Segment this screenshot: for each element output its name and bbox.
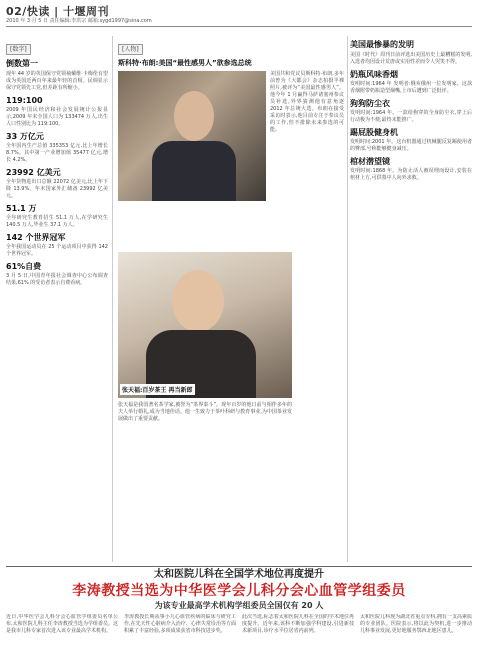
- item-text: 发明时间:1964 年。一款给狗穿的全身防尘衣,穿上后行动极为不便,最终未能推广。: [350, 110, 472, 123]
- stat-text: 全年国内生产总值 335353 亿元,比上年增长 8.7%。其中第一产业增加值 35477 亿元,增长 4.2%。: [6, 143, 108, 163]
- section-tag: [人物]: [118, 44, 143, 55]
- lead-story-body: [6, 614, 472, 666]
- article-headline: 斯科特·布朗:美国“最性感男人”欲参选总统: [118, 59, 252, 67]
- section-tag: [数字]: [6, 44, 31, 55]
- portrait-photo-zhang: [118, 252, 292, 398]
- masthead-rule: [6, 26, 472, 27]
- people-column: [118, 36, 344, 71]
- stat-text: 2009 年国民经济和社会发展统计公报显示,2009 年末全国人口为 133474 万人,出生人口性别比为 119:100。: [6, 107, 108, 127]
- stat-value: 33 万亿元: [6, 132, 44, 141]
- item-text: 发明时间:1964 年 发明者:俄亥俄州一位发明家。这款香烟附带奶瓶造型烟嘴,上市后遭到广泛批评。: [350, 81, 472, 94]
- story-column: 近日,中华医学会儿科分会心血管学组委员名单公布,太和医院儿科主任李涛教授当选为学组委员。这是我市儿科专家首次进入该专业最高学术机构。: [6, 614, 118, 634]
- stat-text: 全年我国运动员在 25 个运动项目中获得 142 个世界冠军。: [6, 244, 108, 257]
- lead-story-header: [6, 568, 472, 612]
- stat-text: 全年货物进出口总额 22072 亿美元,比上年下降 13.9%。年末国家外汇储备 23992 亿美元。: [6, 179, 108, 199]
- masthead: [6, 2, 472, 30]
- item-text: 发明时间:1868 年。为防止活人被误埋而设计,安装在棺材上方,可供墓中人向外求救。: [350, 168, 472, 181]
- item-title: 狗狗防尘衣: [350, 99, 390, 108]
- article-text-brown: 美国共和党议员斯科特·布朗,多年前曾为《大都会》杂志拍摄半裸照片,被评为“美国最性感男人”。他今年 1 月赢得马萨诸塞州参议员补选,外界猜测他有意角逐 2012 年总统大选。布朗在接受采访时表示,他目前专注于参议员的工作,但不排除未来参选的可能。: [270, 71, 344, 133]
- item-title: 踢屁股健身机: [350, 128, 398, 137]
- item-text: 发明时间:2001 年。这台机器通过机械腿反复踢使用者的臀部,号称能够健身减压。: [350, 139, 472, 152]
- portrait-photo-brown: [118, 71, 266, 201]
- masthead-subtitle: 2010 年 3 月 5 日 责任编辑:李洪宗 邮箱:sygd1997@sina.com: [6, 18, 152, 24]
- headline-divider: [6, 566, 472, 567]
- stat-value: 142 个世界冠军: [6, 233, 66, 242]
- stat-value: 51.1 万: [6, 204, 37, 213]
- stat-text: 3 月 5 日,中国青年报社会调查中心公布调查结果,61% 的受访者表示自费看病。: [6, 273, 108, 286]
- headline-kicker: 太和医院儿科在全国学术地位再度提升: [154, 569, 324, 580]
- stat-value: 23992 亿美元: [6, 168, 61, 177]
- stat-text: 全年研究生教育招生 51.1 万人,在学研究生 140.5 万人,毕业生 37.1 万人。: [6, 215, 108, 228]
- inventions-column: [350, 36, 472, 182]
- item-title: 棺材潜望镜: [350, 157, 390, 166]
- intro-text: 现年 44 岁的英国保守党领袖戴维·卡梅伦有望成为英国近两百年来最年轻的首相。民调显示保守党领先工党,但差距有所缩小。: [6, 71, 108, 91]
- stat-value: 61%自费: [6, 262, 42, 271]
- item-title: 奶瓶风味香烟: [350, 70, 398, 79]
- article-text-zhang: 张天福是我国著名茶学家,被誉为“茶界泰斗”。现年百岁的他日前与相伴多年的夫人举行婚礼,成为当地佳话。他一生致力于茶叶科研与教育事业,为中国茶业发展做出了重要贡献。: [118, 402, 292, 422]
- headline-subtitle: 为该专业最高学术机构学组委员全国仅有 20 人: [154, 601, 324, 610]
- headline-title: 李涛教授当选为中华医学会儿科分会心血管学组委员: [72, 583, 406, 599]
- story-column: 此次当选,标志着太和医院儿科在全国的学术地位再度提升。近年来,该科不断加强学科建设,引进新技术新项目,诊疗水平位居省内前列。: [242, 614, 354, 634]
- story-column: 太和医院儿科现为湖北省重点专科,拥有一支高素质的专业团队。医院表示,将以此为契机,进一步推动儿科事业发展,更好地服务鄂西北地区患儿。: [360, 614, 472, 634]
- photo-caption: 张天福:百岁茶王 再当新郎: [120, 384, 195, 395]
- column-divider: [112, 36, 113, 562]
- column-divider: [347, 36, 348, 562]
- stat-value: 119:100: [6, 96, 43, 105]
- section-heading: 美国最惨暴的发明: [350, 40, 414, 49]
- masthead-title: 02/快读 | 十堰周刊: [6, 5, 110, 18]
- story-column: 李涛教授长期从事小儿心血管疾病的临床与研究工作,在先天性心脏病介入治疗、心律失常诊治等方面积累了丰富经验,多项成果获省市科技进步奖。: [124, 614, 236, 634]
- intro-text: 美国《时代》周刊日前评选出美国历史上最糟糕的发明,入选者均因设计荒唐或实用性差而令人哭笑不得。: [350, 52, 472, 65]
- numbers-column: [6, 36, 108, 287]
- section-heading: 倒数第一: [6, 59, 38, 68]
